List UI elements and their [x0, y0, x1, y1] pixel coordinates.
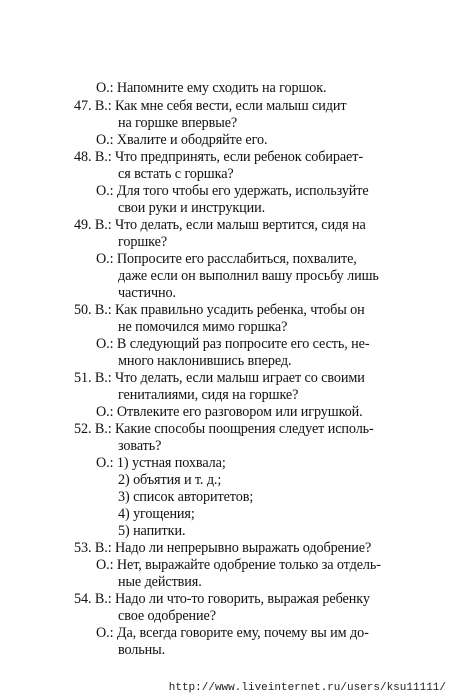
question-49: 49. В.: Что делать, если малыш вертится, сидя на — [74, 217, 366, 233]
answer-48: О.: Для того чтобы его удержать, используйте — [96, 183, 369, 199]
question-line: зовать? — [118, 438, 162, 454]
question-line: свое одобрение? — [118, 608, 216, 624]
question-47: 47. В.: Как мне себя вести, если малыш сидит — [74, 98, 347, 114]
question-52: 52. В.: Какие способы поощрения следует исполь- — [74, 421, 374, 437]
answer-51: О.: Отвлеките его разговором или игрушкой. — [96, 404, 363, 420]
list-item: 3) список авторитетов; — [118, 489, 254, 505]
answer-49: О.: Попросите его расслабиться, похвалите, — [96, 251, 357, 267]
question-line: горшке? — [118, 234, 168, 250]
answer-47: О.: Хвалите и ободряйте его. — [96, 132, 268, 148]
question-48: 48. В.: Что предпринять, если ребенок собирает- — [74, 149, 363, 165]
answer-line: много наклонившись вперед. — [118, 353, 292, 369]
answer-52: О.: 1) устная похвала; — [96, 455, 226, 471]
question-line: гениталиями, сидя на горшке? — [118, 387, 299, 403]
answer-line: свои руки и инструкции. — [118, 200, 266, 216]
answer-line: даже если он выполнил вашу просьбу лишь — [118, 268, 379, 284]
list-item: 2) объятия и т. д.; — [118, 472, 222, 488]
question-line: ся встать с горшка? — [118, 166, 234, 182]
question-line: не помочился мимо горшка? — [118, 319, 288, 335]
answer-line: О.: Напомните ему сходить на горшок. — [96, 80, 327, 96]
answer-54: О.: Да, всегда говорите ему, почему вы им до- — [96, 625, 369, 641]
question-53: 53. В.: Надо ли непрерывно выражать одобрение? — [74, 540, 372, 556]
answer-line: ные действия. — [118, 574, 202, 590]
answer-line: частично. — [118, 285, 176, 301]
list-item: 5) напитки. — [118, 523, 186, 539]
list-item: 4) угощения; — [118, 506, 195, 522]
answer-line: вольны. — [118, 642, 166, 658]
watermark-url: http://www.liveinternet.ru/users/ksu11111/ — [168, 682, 446, 694]
question-line: на горшке впервые? — [118, 115, 238, 131]
answer-53: О.: Нет, выражайте одобрение только за отдель- — [96, 557, 381, 573]
question-51: 51. В.: Что делать, если малыш играет со своими — [74, 370, 365, 386]
question-50: 50. В.: Как правильно усадить ребенка, чтобы он — [74, 302, 365, 318]
question-54: 54. В.: Надо ли что-то говорить, выражая ребенку — [74, 591, 370, 607]
answer-50: О.: В следующий раз попросите его сесть, не- — [96, 336, 370, 352]
